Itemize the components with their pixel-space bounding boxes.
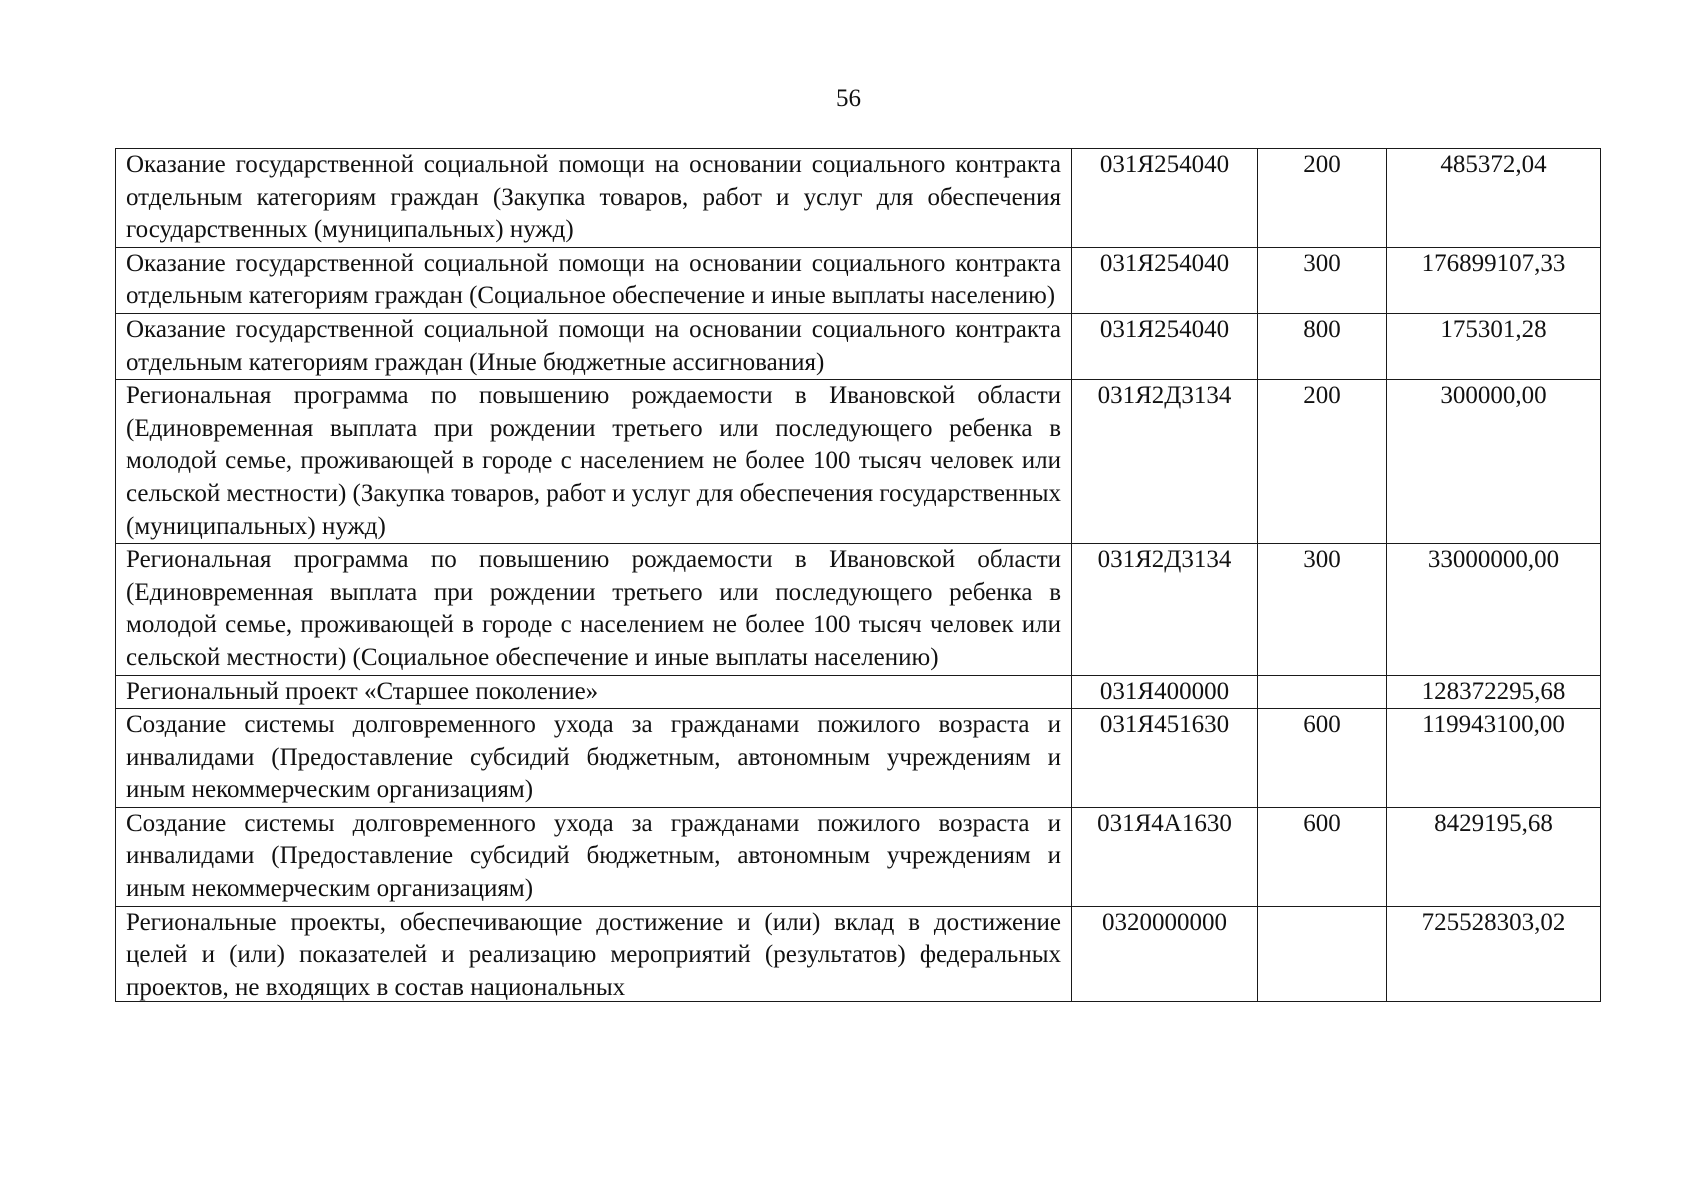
row-expense-type: 200 (1258, 380, 1387, 544)
page-number: 56 (836, 85, 861, 112)
row-description: Создание системы долговременного ухода за гражданами пожилого возраста и инвалидами (Предоставление субсидий бюджетным, автономным учреждениям и иным некоммерческим организациям) (116, 807, 1072, 906)
row-amount: 8429195,68 (1387, 807, 1601, 906)
row-amount: 725528303,02 (1387, 906, 1601, 1001)
row-target-code: 031Я451630 (1072, 709, 1258, 808)
row-amount: 119943100,00 (1387, 709, 1601, 808)
row-description: Создание системы долговременного ухода за гражданами пожилого возраста и инвалидами (Предоставление субсидий бюджетным, автономным учреждениям и иным некоммерческим организациям) (116, 709, 1072, 808)
row-target-code: 0320000000 (1072, 906, 1258, 1001)
row-target-code: 031Я254040 (1072, 149, 1258, 248)
row-expense-type: 800 (1258, 313, 1387, 379)
table-row (116, 247, 1601, 313)
row-description: Оказание государственной социальной помощи на основании социального контракта отдельным категориям граждан (Закупка товаров, работ и услуг для обеспечения государственных (муниципальных) нужд) (116, 149, 1072, 248)
row-amount: 300000,00 (1387, 380, 1601, 544)
row-amount: 176899107,33 (1387, 247, 1601, 313)
row-target-code: 031Я254040 (1072, 313, 1258, 379)
row-expense-type (1258, 675, 1387, 709)
row-description: Региональные проекты, обеспечивающие достижение и (или) вклад в достижение целей и (или) показателей и реализацию мероприятий (результатов) федеральных проектов, не входящих в состав национальных (126, 908, 1061, 1001)
table-row (116, 313, 1601, 379)
row-expense-type: 300 (1258, 544, 1387, 675)
row-target-code: 031Я2Д3134 (1072, 544, 1258, 675)
row-description: Оказание государственной социальной помощи на основании социального контракта отдельным категориям граждан (Иные бюджетные ассигнования) (116, 313, 1072, 379)
row-description: Региональная программа по повышению рождаемости в Ивановской области (Единовременная выплата при рождении третьего или последующего ребенка в молодой семье, проживающей в городе с населением не более 100 тысяч человек или сельской местности) (Социальное обеспечение и иные выплаты населению) (116, 544, 1072, 675)
row-amount: 175301,28 (1387, 313, 1601, 379)
row-description: Региональная программа по повышению рождаемости в Ивановской области (Единовременная выплата при рождении третьего или последующего ребенка в молодой семье, проживающей в городе с населением не более 100 тысяч человек или сельской местности) (Закупка товаров, работ и услуг для обеспечения государственных (муниципальных) нужд) (116, 380, 1072, 544)
table-row (116, 380, 1601, 544)
row-expense-type: 200 (1258, 149, 1387, 248)
row-expense-type: 600 (1258, 709, 1387, 808)
table-row (116, 544, 1601, 675)
table-row (116, 807, 1601, 906)
row-target-code: 031Я400000 (1072, 675, 1258, 709)
table-row (116, 906, 1601, 1001)
row-expense-type: 600 (1258, 807, 1387, 906)
row-description: Оказание государственной социальной помощи на основании социального контракта отдельным категориям граждан (Социальное обеспечение и иные выплаты населению) (116, 247, 1072, 313)
row-expense-type: 300 (1258, 247, 1387, 313)
table-row (116, 149, 1601, 248)
table-row (116, 675, 1601, 709)
row-target-code: 031Я254040 (1072, 247, 1258, 313)
row-amount: 485372,04 (1387, 149, 1601, 248)
budget-table (115, 148, 1601, 1002)
row-amount: 33000000,00 (1387, 544, 1601, 675)
row-expense-type (1258, 906, 1387, 1001)
row-target-code: 031Я4А1630 (1072, 807, 1258, 906)
row-description-cell (116, 906, 1072, 1001)
table-row (116, 709, 1601, 808)
row-description: Региональный проект «Старшее поколение» (116, 675, 1072, 709)
row-amount: 128372295,68 (1387, 675, 1601, 709)
row-target-code: 031Я2Д3134 (1072, 380, 1258, 544)
